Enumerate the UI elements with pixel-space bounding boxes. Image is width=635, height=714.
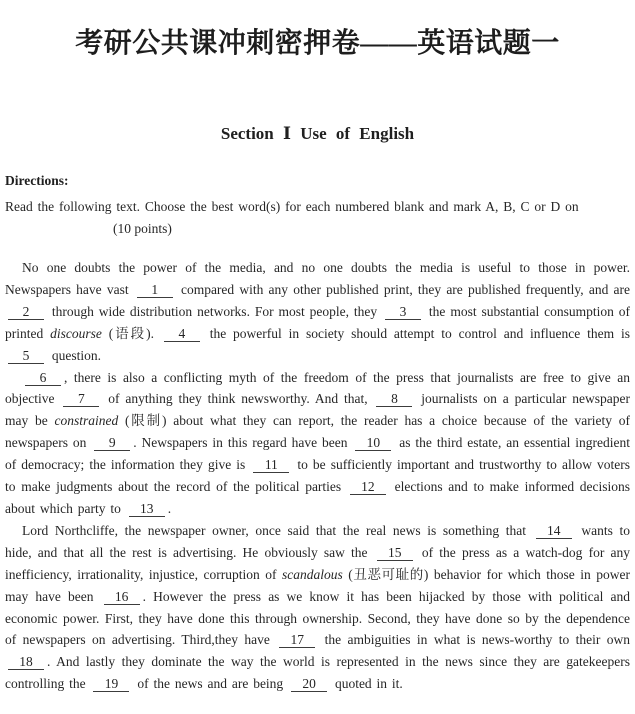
cloze-blank-8: 8 — [376, 391, 412, 407]
section-heading: Section Ⅰ Use of English — [220, 124, 415, 143]
directions-block — [5, 172, 630, 237]
text-run: Lord Northcliffe, the newspaper owner, once said that the real news is something that — [22, 522, 533, 538]
cloze-blank-11: 11 — [253, 457, 289, 473]
text-run: . — [167, 500, 172, 516]
text-run: wants to hide, and that all the rest is advertising. He obviously saw the — [5, 522, 631, 560]
text-run: compared with any other published print, they are published frequently, and are — [175, 281, 630, 297]
cloze-blank-9: 9 — [94, 435, 130, 451]
passage — [5, 257, 630, 695]
text-run: as the third estate, an essential ingredient of democracy; the information they give is — [5, 435, 630, 473]
cloze-blank-16: 16 — [104, 589, 140, 605]
text-run: journalists on a particular newspaper may be — [5, 391, 630, 429]
cloze-blank-15: 15 — [377, 545, 413, 561]
cloze-blank-13: 13 — [129, 501, 165, 517]
cloze-blank-6: 6 — [25, 370, 61, 386]
cloze-blank-3: 3 — [385, 304, 421, 320]
cloze-blank-7: 7 — [63, 391, 99, 407]
text-run: of the press as a watch-dog for any inefficiency, irrationality, injustice, corruption of — [5, 544, 631, 582]
passage-paragraph — [5, 257, 630, 367]
cloze-blank-17: 17 — [279, 632, 315, 648]
italic-term: discourse — [50, 325, 102, 341]
cloze-blank-2: 2 — [8, 304, 44, 320]
directions-text: Read the following text. Choose the best word(s) for each numbered blank and mark A, B, C or D on — [5, 199, 579, 214]
text-run: . Newspapers in this regard have been — [133, 435, 353, 451]
text-run: No one doubts the power of the media, and no one doubts the media is useful to those in power. Newspapers have vast — [5, 260, 630, 297]
text-run: of the news and are being — [132, 676, 289, 692]
cloze-blank-18: 18 — [8, 654, 44, 670]
italic-term: scandalous — [281, 566, 343, 582]
text-run: (丑恶可耻的) behavior for which those in power may have been — [5, 566, 630, 604]
cloze-blank-20: 20 — [291, 676, 327, 692]
text-run: (限制) about what they can report, the reader has a choice because of the variety of newspapers on — [5, 413, 630, 451]
text-run: question. — [47, 347, 101, 363]
text-run: , there is also a conflicting myth of the freedom of the press that journalists are free to give an objective — [5, 369, 630, 407]
cloze-blank-5: 5 — [8, 348, 44, 364]
page-title: 考研公共课冲刺密押卷——英语试题一 — [75, 28, 560, 59]
italic-term: constrained — [54, 413, 119, 429]
text-run: the powerful in society should attempt to control and influence them is — [202, 325, 630, 341]
cloze-blank-12: 12 — [350, 479, 386, 495]
cloze-blank-1: 1 — [137, 282, 173, 298]
cloze-blank-19: 19 — [93, 676, 129, 692]
text-run: elections and to make informed decisions about which party to — [5, 479, 631, 516]
text-run: (语段). — [101, 325, 161, 341]
cloze-blank-10: 10 — [355, 435, 391, 451]
text-run: to be sufficiently important and trustworthy to allow voters to make judgments about the record of the political parties — [5, 457, 630, 495]
text-run: of anything they think newsworthy. And that, — [102, 391, 374, 407]
text-run: quoted in it. — [330, 676, 403, 692]
points-note: (10 points) — [113, 221, 172, 236]
cloze-blank-14: 14 — [536, 523, 572, 539]
text-run: . However the press as we know it has been hijacked by those with political and economic power. First, they have done this through ownership. Second, they have done so by the dependence of newspapers on advertising. Third,they have — [5, 588, 630, 648]
passage-paragraph — [5, 520, 630, 695]
text-run: the most substantial consumption of printed — [5, 303, 630, 341]
directions-label: Directions: — [5, 173, 69, 188]
cloze-blank-4: 4 — [164, 326, 200, 342]
passage-paragraph — [5, 367, 630, 520]
text-run: through wide distribution networks. For most people, they — [47, 303, 383, 319]
text-run: . And lastly they dominate the way the world is represented in the news since they are gatekeepers controlling the — [5, 654, 630, 692]
text-run: the ambiguities in what is news-worthy to their own — [318, 632, 630, 648]
